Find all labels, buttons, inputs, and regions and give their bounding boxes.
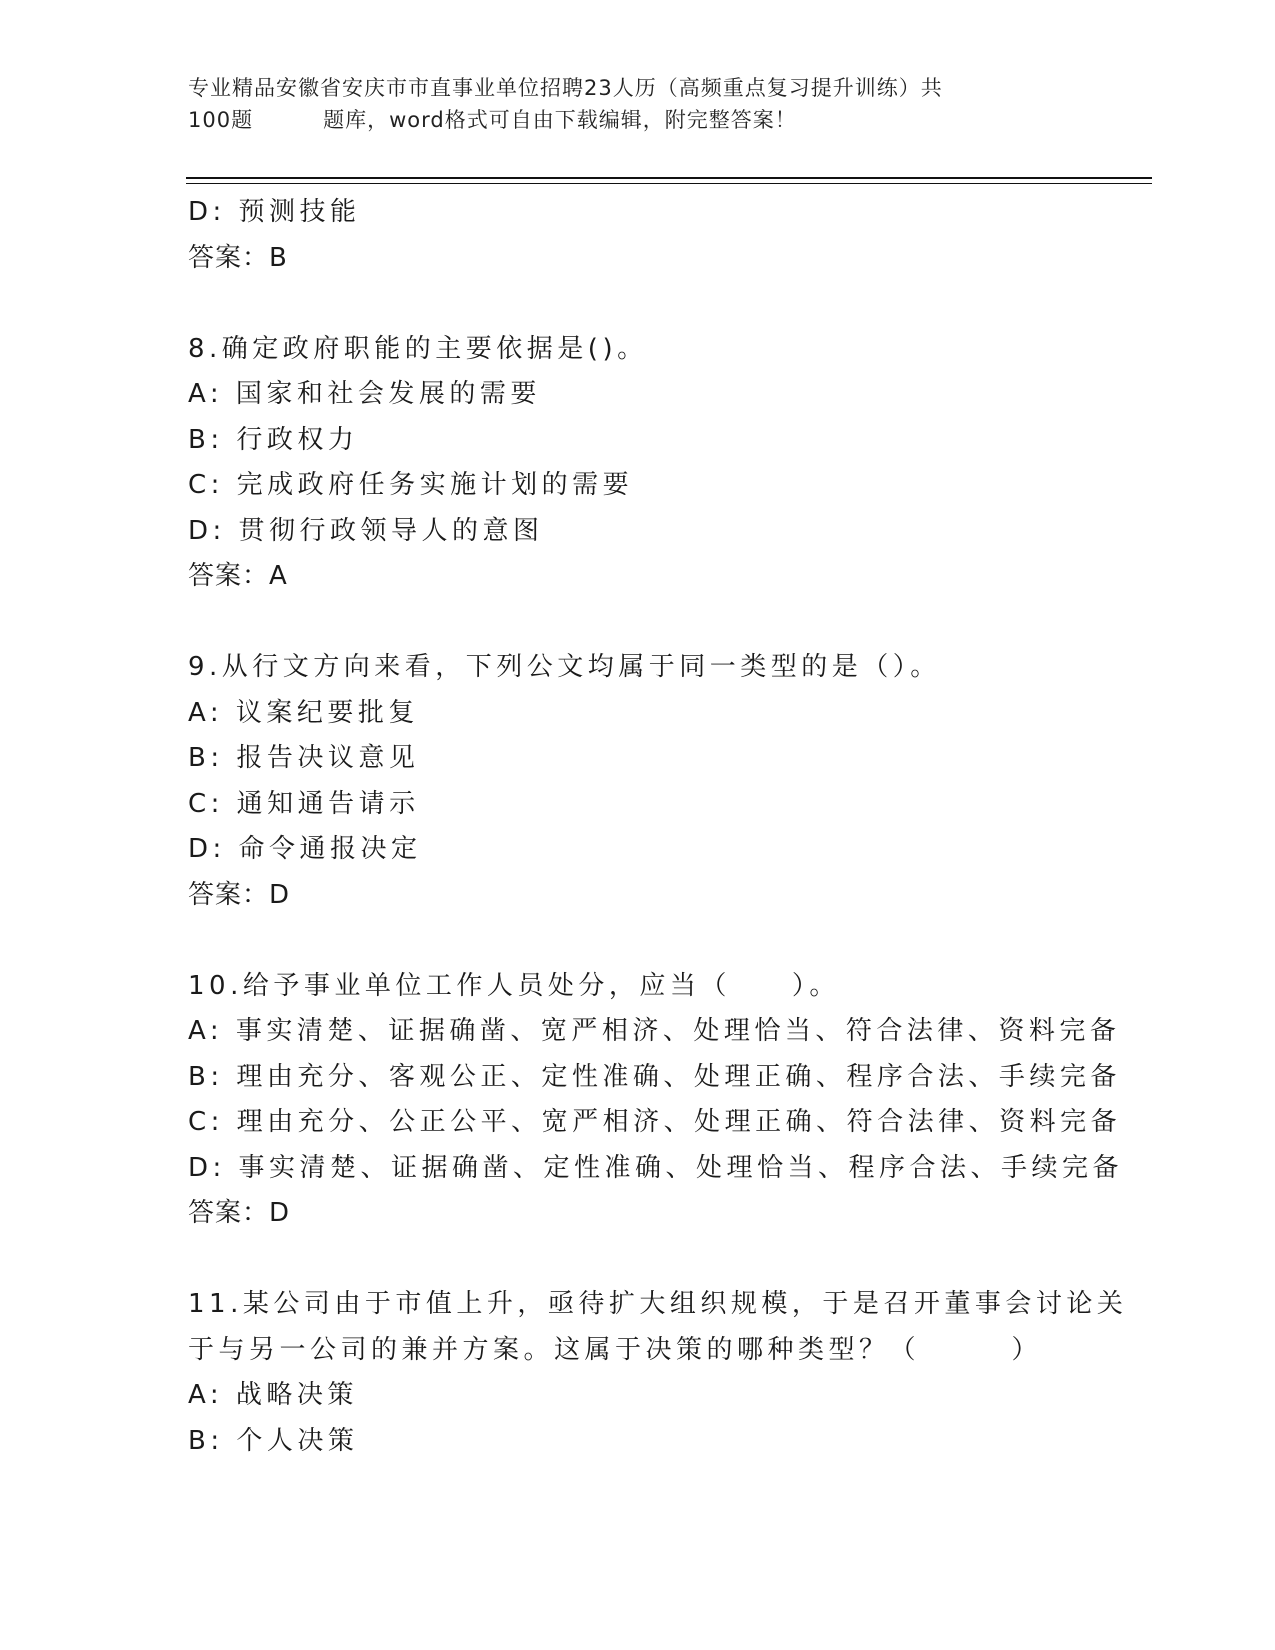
- option-a: A: 战略决策: [188, 1380, 358, 1410]
- question-9: [188, 645, 1128, 918]
- header-rule-thick: [186, 177, 1152, 179]
- previous-question-tail: [188, 190, 1128, 281]
- option-b: B: 理由充分、客观公正、定性准确、处理正确、程序合法、手续完备: [188, 1061, 1121, 1092]
- question-11: [188, 1282, 1128, 1464]
- answer-label: 答案：A: [188, 561, 288, 591]
- document-header: [188, 72, 1078, 136]
- answer-label: 答案：D: [188, 879, 291, 910]
- question-stem: 9.从行文方向来看，下列公文均属于同一类型的是（）。: [188, 652, 941, 682]
- option-d: D: 事实清楚、证据确凿、定性准确、处理恰当、程序合法、手续完备: [188, 1152, 1124, 1183]
- option-d: D: 预测技能: [188, 197, 361, 227]
- question-10: [188, 964, 1128, 1237]
- option-c: C: 完成政府任务实施计划的需要: [188, 470, 634, 500]
- option-c: C: 理由充分、公正公平、宽严相济、处理正确、符合法律、资料完备: [188, 1107, 1122, 1137]
- question-stem-line-1: 11.某公司由于市值上升，亟待扩大组织规模，于是召开董事会讨论关: [188, 1289, 1128, 1319]
- question-stem: 8.确定政府职能的主要依据是()。: [188, 333, 648, 364]
- header-title-line-1: 专业精品安徽省安庆市市直事业单位招聘23人历（高频重点复习提升训练）共: [188, 76, 943, 100]
- question-stem: 10.给予事业单位工作人员处分，应当（ ）。: [188, 970, 840, 1001]
- question-stem-line-2: 于与另一公司的兼并方案。这属于决策的哪种类型？（ ）: [188, 1334, 1043, 1365]
- header-rule-thin: [186, 183, 1152, 184]
- question-8: [188, 327, 1128, 600]
- option-d: D: 命令通报决定: [188, 834, 422, 864]
- answer-label: 答案：B: [188, 242, 288, 273]
- option-a: A: 国家和社会发展的需要: [188, 379, 541, 409]
- option-c: C: 通知通告请示: [188, 788, 420, 819]
- header-question-count: 100题: [188, 108, 254, 132]
- option-a: A: 议案纪要批复: [188, 697, 419, 728]
- option-b: B: 报告决议意见: [188, 743, 420, 773]
- option-b: B: 行政权力: [188, 424, 359, 455]
- answer-label: 答案：D: [188, 1198, 291, 1228]
- option-a: A: 事实清楚、证据确凿、宽严相济、处理恰当、符合法律、资料完备: [188, 1016, 1121, 1046]
- option-d: D: 贯彻行政领导人的意图: [188, 515, 544, 546]
- header-title-line-2: [188, 104, 1078, 136]
- header-description: 题库，word格式可自由下载编辑，附完整答案！: [323, 108, 797, 132]
- option-b: B: 个人决策: [188, 1425, 359, 1456]
- question-content: [188, 190, 1128, 1464]
